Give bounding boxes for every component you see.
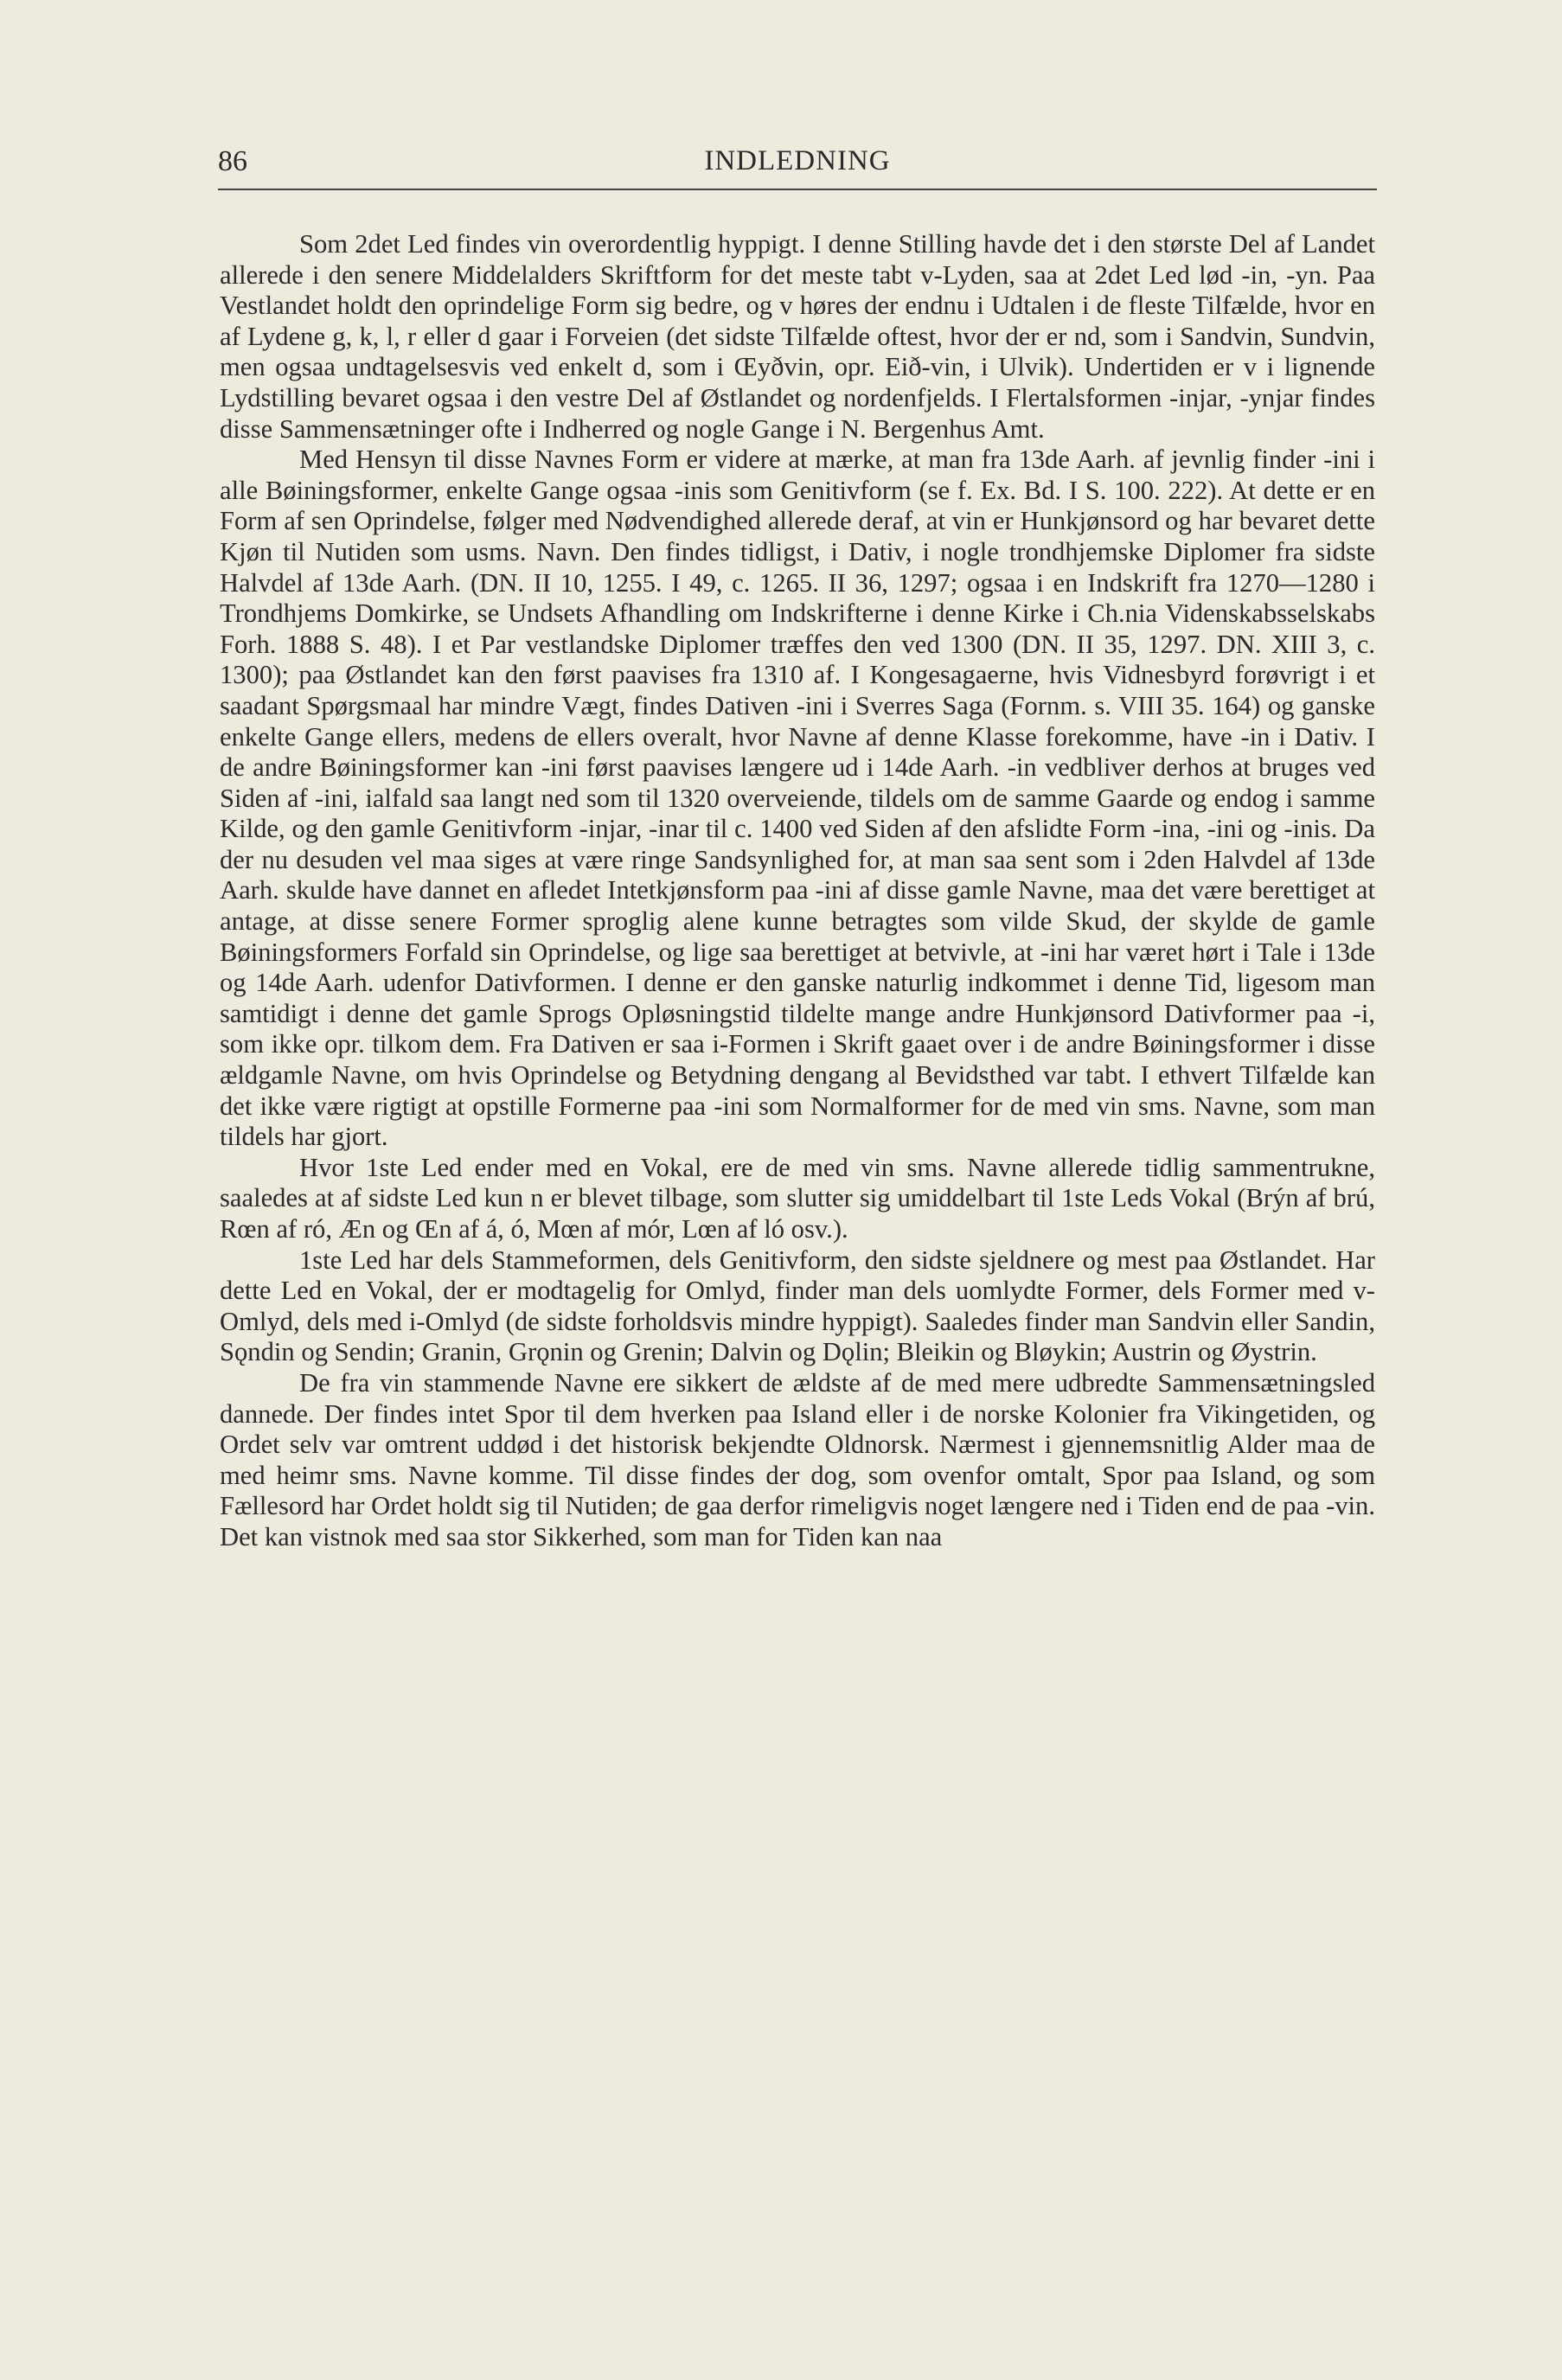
body-text — [220, 229, 1375, 1553]
paragraph-2: Med Hensyn til disse Navnes Form er videre at mærke, at man fra 13de Aarh. af jevnlig finder -ini i alle Bøiningsformer, enkelte Gange ogsaa -inis som Genitivform (se f. Ex. Bd. I S. 100. 222). At dette er en Form af sen Oprindelse, følger med Nødvendighed allerede deraf, at vin er Hunkjønsord og har bevaret dette Kjøn til Nutiden som usms. Navn. Den findes tidligst, i Dativ, i nogle trondhjemske Diplomer fra sidste Halvdel af 13de Aarh. (DN. II 10, 1255. I 49, c. 1265. II 36, 1297; ogsaa i en Indskrift fra 1270—1280 i Trondhjems Domkirke, se Undsets Afhandling om Indskrifterne i denne Kirke i Ch.nia Videnskabsselskabs Forh. 1888 S. 48). I et Par vestlandske Diplomer træffes den ved 1300 (DN. II 35, 1297. DN. XIII 3, c. 1300); paa Østlandet kan den først paavises fra 1310 af. I Kongesagaerne, hvis Vidnesbyrd forøvrigt i et saadant Spørgsmaal har mindre Vægt, findes Dativen -ini i Sverres Saga (Fornm. s. VIII 35. 164) og ganske enkelte Gange ellers, medens de ellers overalt, hvor Navne af denne Klasse forekomme, have -in i Dativ. I de andre Bøiningsformer kan -ini først paavises længere ud i 14de Aarh. -in vedbliver derhos at bruges ved Siden af -ini, ialfald saa langt ned som til 1320 overveiende, tildels om de samme Gaarde og endog i samme Kilde, og den gamle Genitivform -injar, -inar til c. 1400 ved Siden af den afslidte Form -ina, -ini og -inis. Da der nu desuden vel maa siges at være ringe Sandsynlighed for, at man saa sent som i 2den Halvdel af 13de Aarh. skulde have dannet en afledet Intetkjønsform paa -ini af disse gamle Navne, maa det være berettiget at antage, at disse senere Former sproglig alene kunne betragtes som vilde Skud, der skylde de gamle Bøiningsformers Forfald sin Oprindelse, og lige saa berettiget at betvivle, at -ini har været hørt i Tale i 13de og 14de Aarh. udenfor Dativformen. I denne er den ganske naturlig indkommet i denne Tid, ligesom man samtidigt i denne det gamle Sprogs Opløsningstid tildelte mange andre Hunkjønsord Dativformer paa -i, som ikke opr. tilkom dem. Fra Dativen er saa i-Formen i Skrift gaaet over i de andre Bøiningsformer i disse ældgamle Navne, om hvis Oprindelse og Betydning dengang al Bevidsthed var tabt. I ethvert Tilfælde kan det ikke være rigtigt at opstille Formerne paa -ini som Normalformer for de med vin sms. Navne, som man tildels har gjort. — [220, 445, 1375, 1152]
header-rule — [218, 189, 1377, 190]
page-header — [218, 145, 1377, 189]
paragraph-4: 1ste Led har dels Stammeformen, dels Genitivform, den sidste sjeldnere og mest paa Østlandet. Har dette Led en Vokal, der er modtagelig for Omlyd, finder man dels uomlydte Former, dels Former med v-Omlyd, dels med i-Omlyd (de sidste forholdsvis mindre hyppigt). Saaledes finder man Sandvin eller Sandin, Sǫndin og Sendin; Granin, Grǫnin og Grenin; Dalvin og Dǫlin; Bleikin og Bløykin; Austrin og Øystrin. — [220, 1244, 1375, 1367]
page-number: 86 — [218, 145, 247, 177]
running-title: INDLEDNING — [704, 145, 891, 176]
paragraph-1: Som 2det Led findes vin overordentlig hyppigt. I denne Stilling havde det i den største Del af Landet allerede i den senere Middelalders Skriftform for det meste tabt v-Lyden, saa at 2det Led lød -in, -yn. Paa Vestlandet holdt den oprindelige Form sig bedre, og v høres der endnu i Udtalen i de fleste Tilfælde, hvor en af Lydene g, k, l, r eller d gaar i Forveien (det sidste Tilfælde oftest, hvor der er nd, som i Sandvin, Sundvin, men ogsaa undtagelsesvis ved enkelt d, som i Œyðvin, opr. Eið-vin, i Ulvik). Undertiden er v i lignende Lydstilling bevaret ogsaa i den vestre Del af Østlandet og nordenfjelds. I Flertalsformen -injar, -ynjar findes disse Sammensætninger ofte i Indherred og nogle Gange i N. Bergenhus Amt. — [220, 229, 1375, 444]
paragraph-3: Hvor 1ste Led ender med en Vokal, ere de med vin sms. Navne allerede tidlig sammentrukne, saaledes at af sidste Led kun n er blevet tilbage, som slutter sig umiddelbart til 1ste Leds Vokal (Brýn af brú, Rœn af ró, Æn og Œn af á, ó, Mœn af mór, Lœn af ló osv.). — [220, 1152, 1375, 1244]
paragraph-5: De fra vin stammende Navne ere sikkert de ældste af de med mere udbredte Sammensætningsled dannede. Der findes intet Spor til dem hverken paa Island eller i de norske Kolonier fra Vikingetiden, og Ordet selv var omtrent uddød i det historisk bekjendte Oldnorsk. Nærmest i gjennemsnitlig Alder maa de med heimr sms. Navne komme. Til disse findes der dog, som ovenfor omtalt, Spor paa Island, og som Fællesord har Ordet holdt sig til Nutiden; de gaa derfor rimeligvis noget længere ned i Tiden end de paa -vin. Det kan vistnok med saa stor Sikkerhed, som man for Tiden kan naa — [220, 1367, 1375, 1551]
